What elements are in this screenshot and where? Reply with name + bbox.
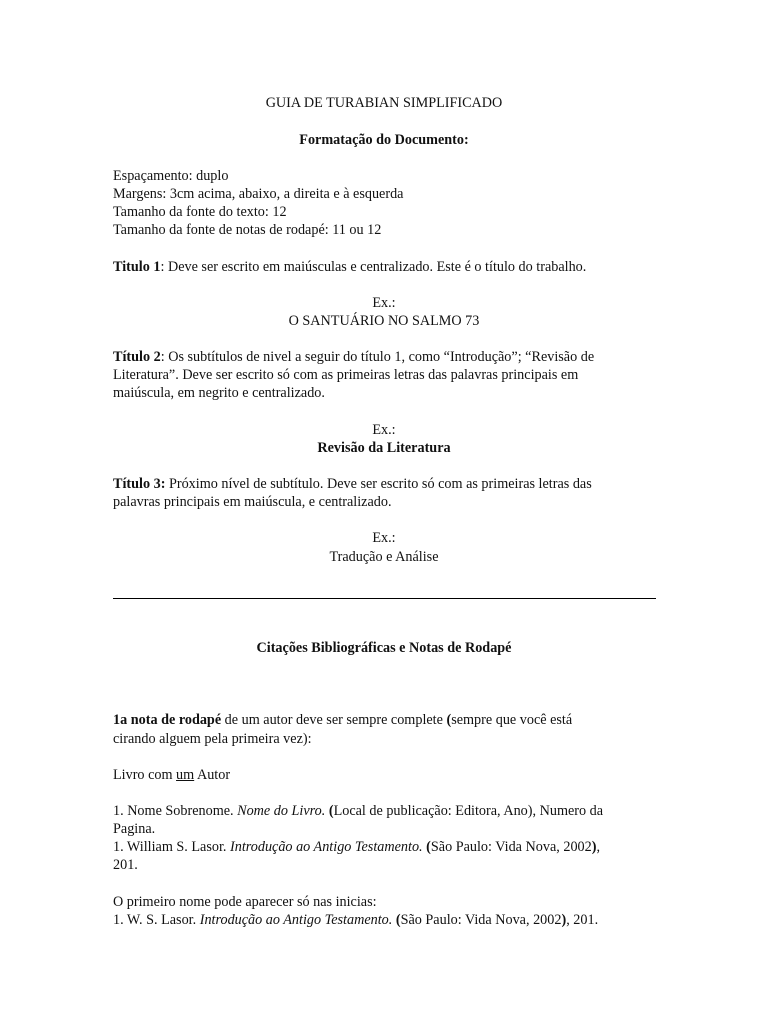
titulo1-text: : Deve ser escrito em maiúsculas e centralizado. Este é o título do trabalho. (160, 259, 587, 275)
titulo2-text-line: maiúscula, em negrito e centralizado. (113, 385, 325, 401)
citation-page: , 201. (566, 912, 599, 928)
titulo3-paragraph (113, 475, 592, 493)
citation-example-generic (113, 802, 603, 820)
nota-paragraph (113, 711, 572, 729)
livro-post: Autor (194, 767, 231, 783)
titulo2-text-line: Literatura”. Deve ser escrito só com as primeiras letras das palavras principais em (113, 367, 579, 383)
titulo1-example: O SANTUÁRIO NO SALMO 73 (288, 313, 480, 329)
format-item: Tamanho da fonte do texto: 12 (113, 204, 287, 220)
format-item: Espaçamento: duplo (113, 168, 229, 184)
citation-example-generic-line2: Pagina. (113, 821, 156, 837)
titulo3-text-line: palavras principais em maiúscula, e centralizado. (113, 494, 392, 510)
titulo1-paragraph (113, 258, 586, 276)
titulo2-text: : Os subtítulos de nivel a seguir do título 1, como “Introdução”; “Revisão de (160, 349, 595, 365)
citation-book-title: Introdução ao Antigo Testamento. (230, 839, 423, 855)
citations-heading: Citações Bibliográficas e Notas de Rodapé (256, 640, 512, 656)
nota-label: 1a nota de rodapé (113, 712, 222, 728)
document-title: GUIA DE TURABIAN SIMPLIFICADO (265, 95, 503, 111)
citation-author: 1. Nome Sobrenome. (113, 803, 238, 819)
format-item: Margens: 3cm acima, abaixo, a direita e à esquerda (113, 186, 404, 202)
citation-author: 1. W. S. Lasor. (113, 912, 200, 928)
citation-publication: São Paulo: Vida Nova, 2002 (430, 839, 592, 855)
horizontal-divider (113, 598, 656, 599)
citation-author: 1. William S. Lasor. (113, 839, 230, 855)
citation-paren: ( (328, 803, 334, 819)
titulo1-ex-label: Ex.: (372, 295, 396, 311)
citation-publication: Local de publicação: Editora, Ano), Numero da (333, 803, 604, 819)
citation-paren-close: ) (561, 912, 567, 928)
livro-heading (113, 766, 230, 784)
titulo2-example: Revisão da Literatura (317, 440, 451, 456)
initials-note: O primeiro nome pode aparecer só nas inicias: (113, 894, 377, 910)
titulo3-ex-label: Ex.: (372, 530, 396, 546)
citation-example-lasor-line2: 201. (113, 857, 138, 873)
format-item: Tamanho da fonte de notas de rodapé: 11 ou 12 (113, 222, 382, 238)
titulo2-label: Título 2 (113, 349, 161, 365)
citation-example-initials (113, 911, 598, 929)
nota-paren: ( (446, 712, 452, 728)
titulo1-label: Titulo 1 (113, 259, 161, 275)
citation-book-title: Nome do Livro. (237, 803, 326, 819)
titulo3-example: Tradução e Análise (329, 549, 439, 565)
citation-publication: São Paulo: Vida Nova, 2002 (400, 912, 562, 928)
citation-example-lasor (113, 838, 600, 856)
nota-text: de um autor deve ser sempre complete (221, 712, 447, 728)
livro-pre: Livro com (113, 767, 177, 783)
titulo2-paragraph (113, 348, 594, 366)
livro-underlined: um (176, 767, 195, 783)
format-heading: Formatação do Documento: (299, 132, 469, 148)
citation-paren-close: ) (591, 839, 597, 855)
citation-paren: ( (426, 839, 431, 855)
titulo2-ex-label: Ex.: (372, 422, 396, 438)
titulo3-text: Próximo nível de subtítulo. Deve ser escrito só com as primeiras letras das (165, 476, 592, 492)
titulo3-label: Título 3: (113, 476, 166, 492)
citation-comma: , (596, 839, 601, 855)
citation-paren: ( (395, 912, 401, 928)
nota-text-end: sempre que você está (451, 712, 573, 728)
citation-book-title: Introdução ao Antigo Testamento. (199, 912, 393, 928)
nota-text-line: cirando alguem pela primeira vez): (113, 731, 312, 747)
